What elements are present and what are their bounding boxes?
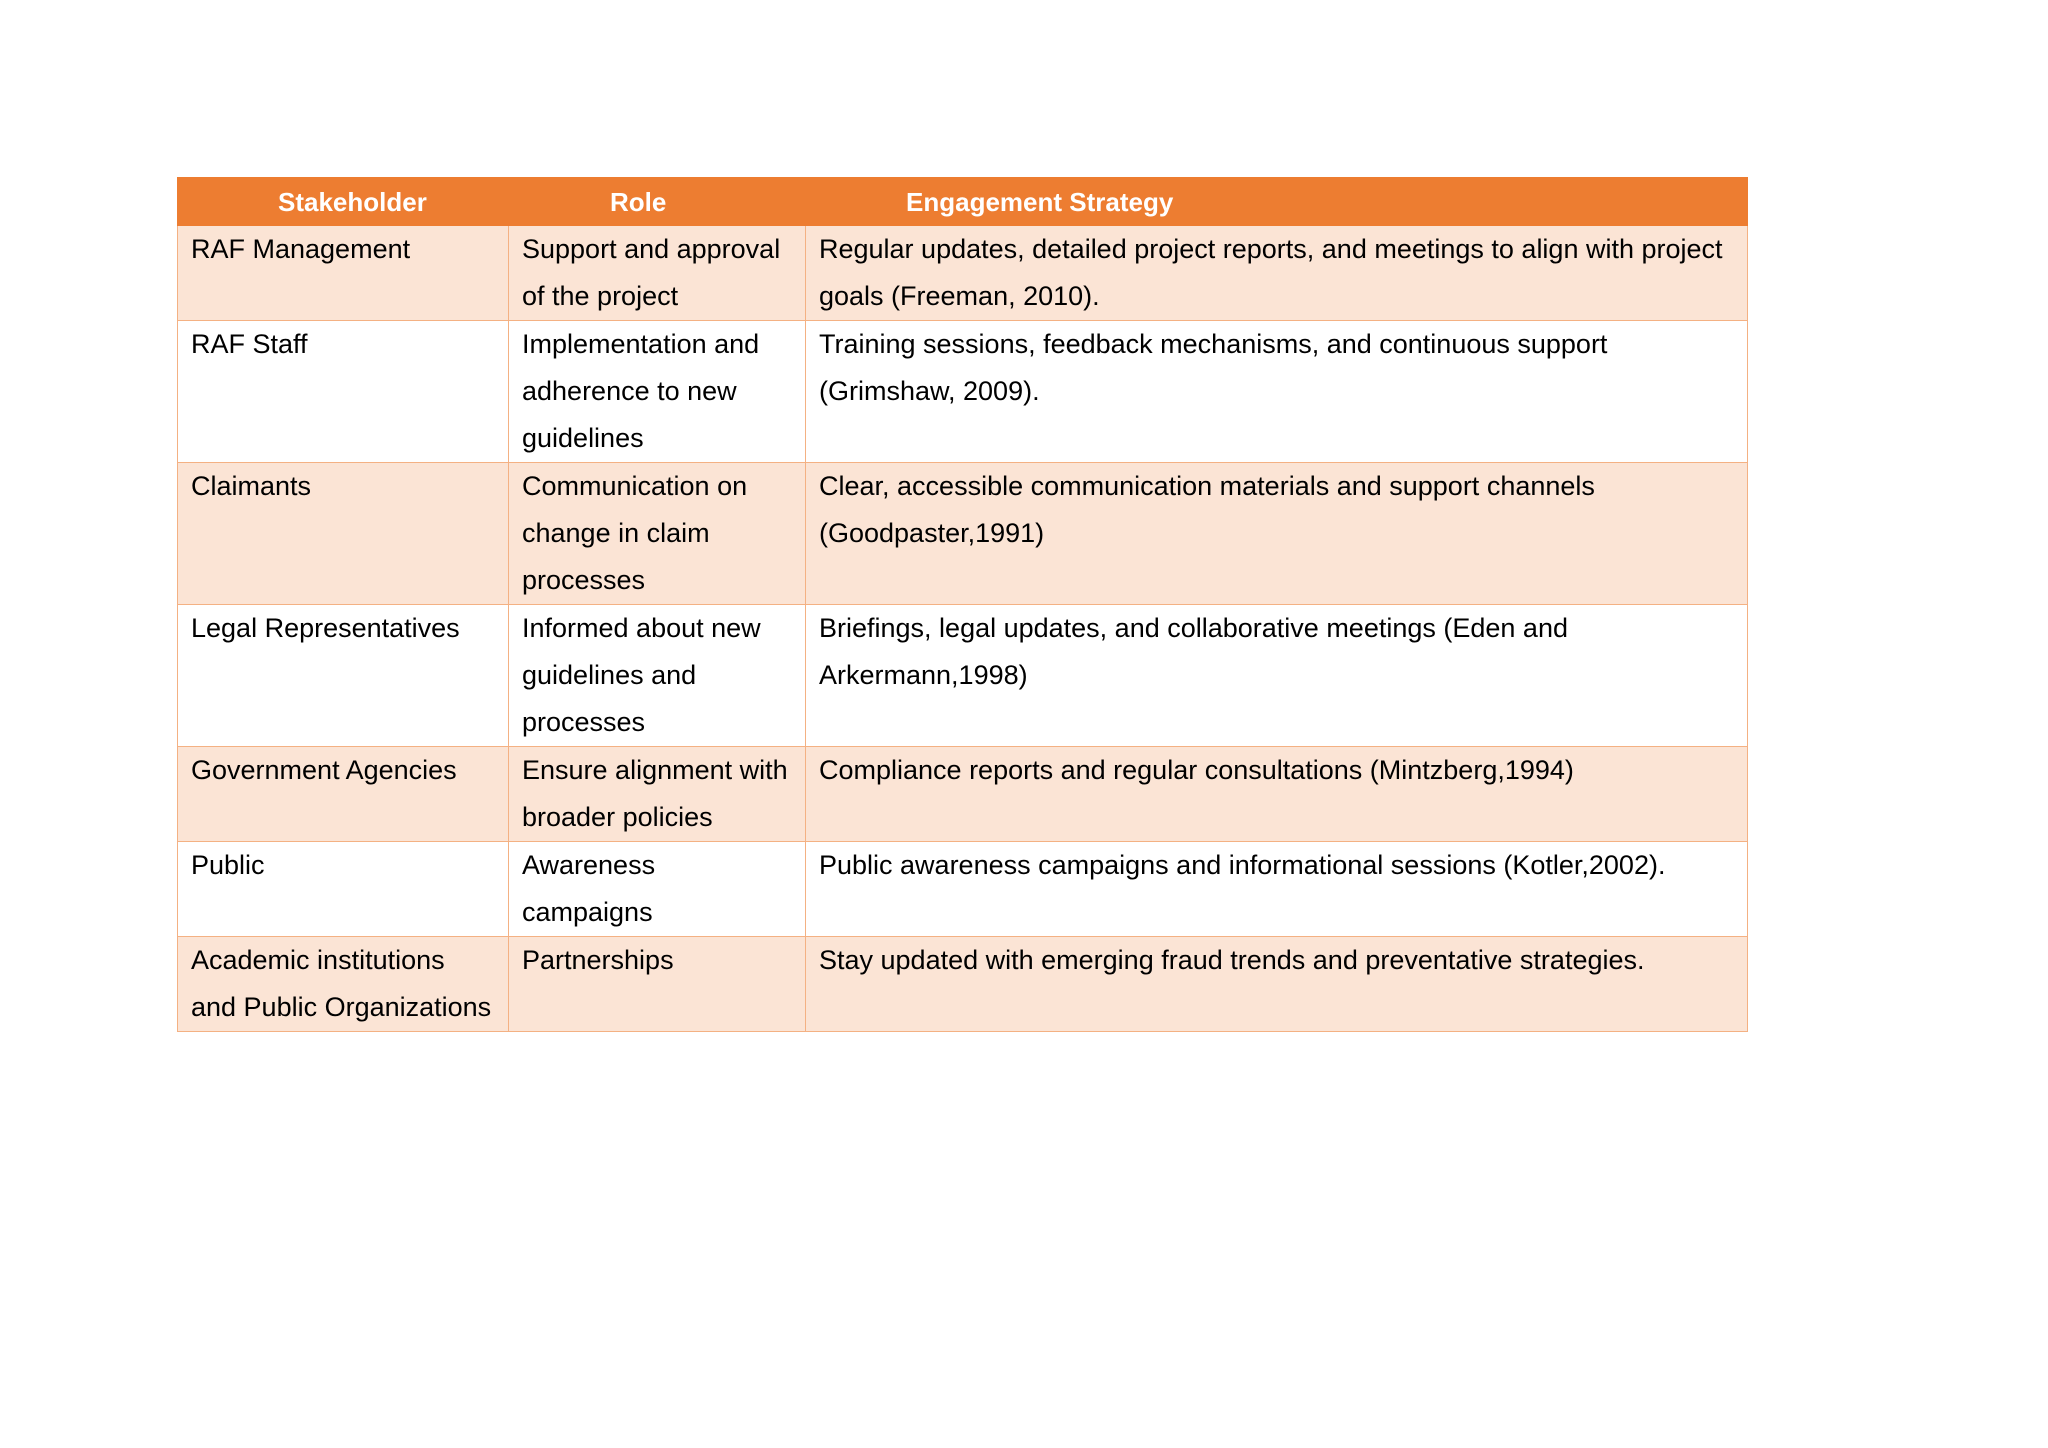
role-cell: Communication on change in claim processes — [509, 463, 806, 605]
table-row — [178, 226, 1748, 321]
strategy-cell: Regular updates, detailed project reports, and meetings to align with project goals (Freeman, 2010). — [806, 226, 1748, 321]
table-row — [178, 321, 1748, 463]
header-engagement-strategy: Engagement Strategy — [806, 178, 1748, 226]
table-row — [178, 747, 1748, 842]
stakeholder-cell: Claimants — [178, 463, 509, 605]
header-role: Role — [509, 178, 806, 226]
role-cell: Support and approval of the project — [509, 226, 806, 321]
stakeholder-cell: Public — [178, 842, 509, 937]
strategy-cell: Briefings, legal updates, and collaborative meetings (Eden and Arkermann,1998) — [806, 605, 1748, 747]
stakeholder-cell: Government Agencies — [178, 747, 509, 842]
table-header-row — [178, 178, 1748, 226]
stakeholder-cell: Legal Representatives — [178, 605, 509, 747]
role-cell: Awareness campaigns — [509, 842, 806, 937]
table-row — [178, 842, 1748, 937]
header-stakeholder: Stakeholder — [178, 178, 509, 226]
strategy-cell: Public awareness campaigns and informational sessions (Kotler,2002). — [806, 842, 1748, 937]
table-row — [178, 605, 1748, 747]
stakeholder-cell: RAF Staff — [178, 321, 509, 463]
table-row — [178, 463, 1748, 605]
role-cell: Informed about new guidelines and processes — [509, 605, 806, 747]
stakeholder-engagement-table — [177, 177, 1748, 1032]
stakeholder-cell: RAF Management — [178, 226, 509, 321]
strategy-cell: Compliance reports and regular consultations (Mintzberg,1994) — [806, 747, 1748, 842]
strategy-cell: Clear, accessible communication materials and support channels (Goodpaster,1991) — [806, 463, 1748, 605]
strategy-cell: Stay updated with emerging fraud trends and preventative strategies. — [806, 937, 1748, 1032]
role-cell: Ensure alignment with broader policies — [509, 747, 806, 842]
role-cell: Partnerships — [509, 937, 806, 1032]
table-row — [178, 937, 1748, 1032]
strategy-cell: Training sessions, feedback mechanisms, and continuous support (Grimshaw, 2009). — [806, 321, 1748, 463]
role-cell: Implementation and adherence to new guidelines — [509, 321, 806, 463]
stakeholder-cell: Academic institutions and Public Organizations — [178, 937, 509, 1032]
